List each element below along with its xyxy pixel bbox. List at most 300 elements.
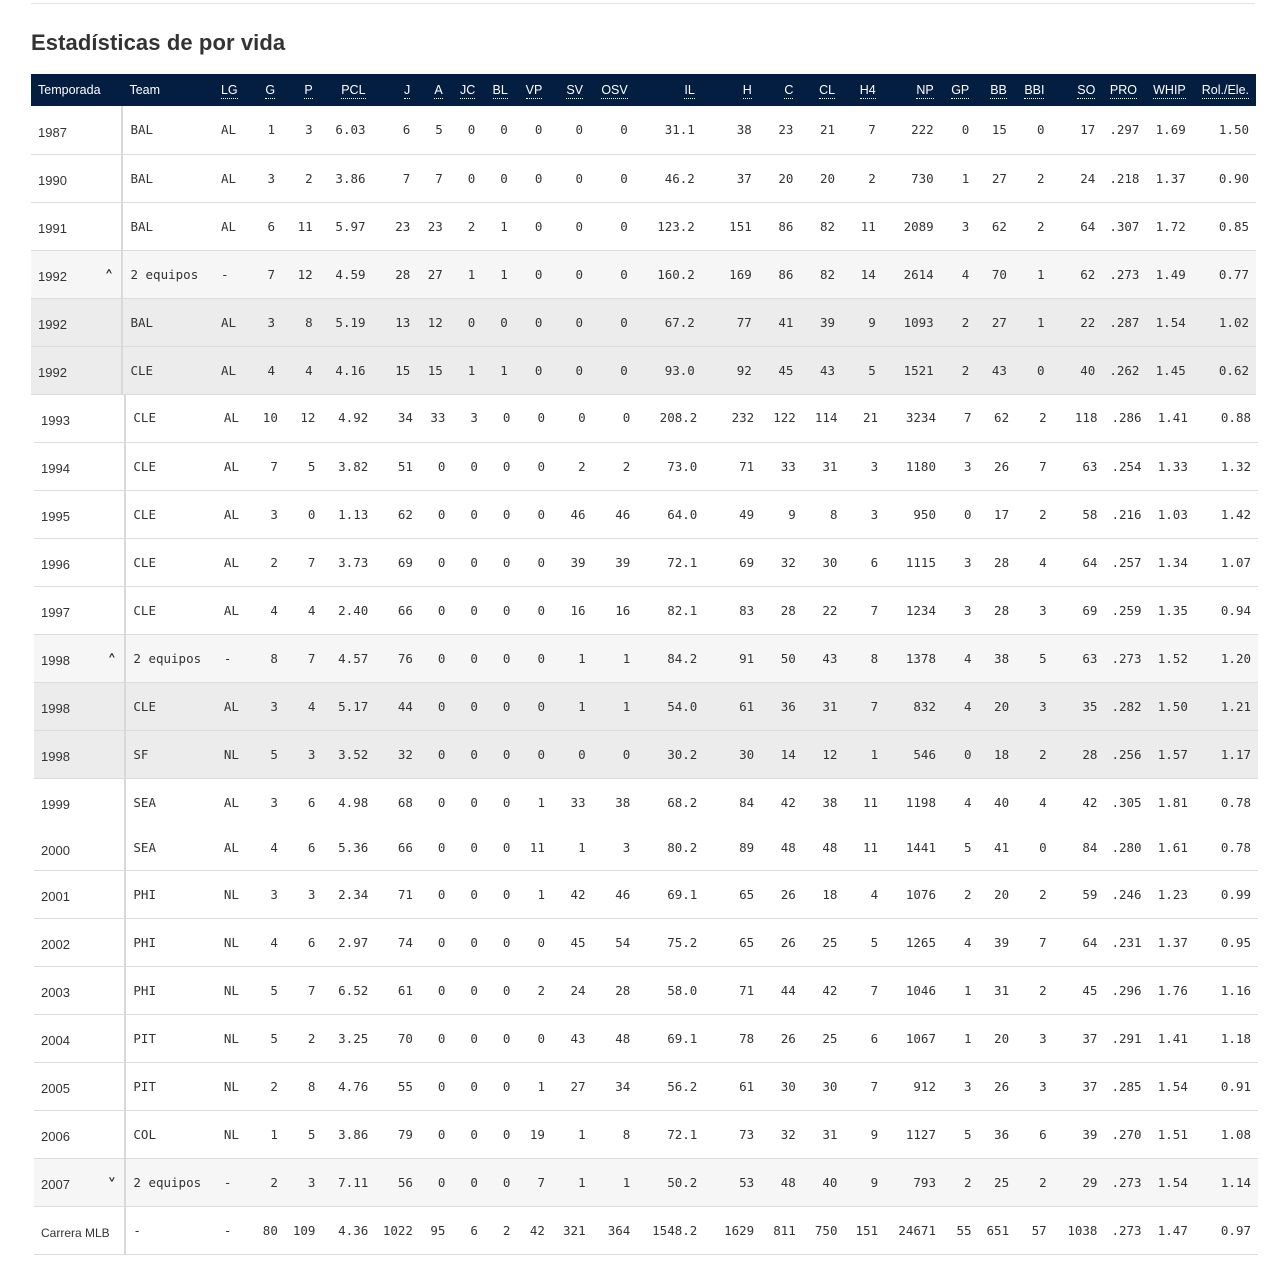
cell-value: 64 xyxy=(1080,218,1096,234)
column-header-a[interactable] xyxy=(417,74,450,106)
cell-vp xyxy=(515,346,550,394)
multi-team-summary-row xyxy=(34,1158,1258,1206)
cell-cl xyxy=(803,966,845,1014)
cell-whip xyxy=(1146,490,1195,538)
column-header-j[interactable] xyxy=(373,74,418,106)
cell-pro xyxy=(1104,870,1146,918)
cell-j xyxy=(375,1110,420,1158)
cell-il xyxy=(635,154,702,202)
cell-value: 7 xyxy=(1039,934,1047,950)
cell-gp xyxy=(941,298,977,346)
cell-c xyxy=(761,1014,803,1062)
cell-value: 44 xyxy=(780,982,796,998)
cell-value: 0 xyxy=(437,602,446,618)
cell-rol-ele xyxy=(1195,586,1258,634)
cell-pro xyxy=(1104,490,1146,538)
cell-value: 2 xyxy=(305,170,313,186)
cell-value: 48 xyxy=(780,840,796,856)
cell-pcl xyxy=(322,490,375,538)
cell-value: 7 xyxy=(964,410,972,426)
cell-team xyxy=(125,394,216,442)
cell-value: 63 xyxy=(1082,458,1098,474)
cell-value: 1441 xyxy=(905,840,936,856)
cell-c xyxy=(761,490,803,538)
cell-lg xyxy=(214,250,250,298)
cell-value: 80.2 xyxy=(667,840,698,856)
column-header-bbi[interactable] xyxy=(1014,74,1052,106)
cell-bbi xyxy=(1016,1158,1054,1206)
cell-value: 4 xyxy=(964,650,972,666)
cell-pro xyxy=(1102,154,1144,202)
cell-p xyxy=(282,346,320,394)
cell-pcl xyxy=(322,634,375,682)
cell-pcl xyxy=(322,538,375,586)
cell-value: PHI xyxy=(133,982,156,998)
cell-value: .218 xyxy=(1109,170,1140,186)
column-header-label: G xyxy=(265,83,276,97)
cell-h4 xyxy=(842,154,883,202)
cell-jc xyxy=(450,154,483,202)
cell-osv xyxy=(590,106,635,154)
cell-value: 76 xyxy=(397,650,413,666)
cell-value: 5 xyxy=(307,458,316,474)
cell-value: 5 xyxy=(868,362,876,378)
cell-bl xyxy=(482,154,515,202)
cell-value: 24 xyxy=(1080,170,1096,186)
cell-h xyxy=(702,346,759,394)
cell-value: 48 xyxy=(780,1174,796,1190)
cell-jc xyxy=(452,870,485,918)
cell-vp xyxy=(517,870,552,918)
cell-value: CLE xyxy=(133,410,156,426)
cell-value: 51 xyxy=(397,458,413,474)
cell-lg xyxy=(217,870,253,918)
cell-value: 0 xyxy=(537,410,545,426)
cell-h4 xyxy=(844,1014,885,1062)
cell-value: .254 xyxy=(1111,458,1142,474)
cell-value: 84.2 xyxy=(667,650,698,666)
cell-h xyxy=(702,250,759,298)
cell-value: 1.07 xyxy=(1220,554,1251,570)
cell-value: 2089 xyxy=(903,218,934,234)
cell-a xyxy=(417,298,450,346)
cell-value: 1.34 xyxy=(1157,554,1188,570)
cell-value: 1.50 xyxy=(1218,122,1249,138)
cell-value: 33 xyxy=(430,410,446,426)
cell-whip xyxy=(1146,1014,1195,1062)
cell-g xyxy=(252,634,285,682)
cell-value: 0 xyxy=(500,314,508,330)
cell-h4 xyxy=(844,682,885,730)
cell-pro xyxy=(1104,1110,1146,1158)
cell-value: 2 xyxy=(1036,170,1045,186)
multi-team-summary-row xyxy=(34,634,1258,682)
cell-pro xyxy=(1102,250,1144,298)
cell-pcl xyxy=(322,1110,375,1158)
column-header-label: JC xyxy=(460,83,476,97)
cell-value: 11 xyxy=(863,840,879,856)
cell-p xyxy=(285,634,323,682)
cell-value: 1.33 xyxy=(1157,458,1188,474)
column-header-whip[interactable] xyxy=(1144,74,1193,106)
cell-il xyxy=(637,778,704,826)
cell-value: 0.77 xyxy=(1218,266,1249,282)
chevron-up-icon[interactable]: ˄ xyxy=(107,651,117,673)
cell-cl xyxy=(803,442,845,490)
cell-bbi xyxy=(1014,106,1052,154)
cell-value: 0 xyxy=(437,886,446,902)
cell-bl xyxy=(485,682,518,730)
cell-value: 160.2 xyxy=(657,266,695,282)
column-header-il[interactable] xyxy=(635,74,702,106)
cell-osv xyxy=(590,154,635,202)
cell-p xyxy=(282,154,320,202)
cell-so xyxy=(1054,966,1105,1014)
cell-value: 4.16 xyxy=(335,362,366,378)
cell-value: 0 xyxy=(470,1174,478,1190)
cell-bbi xyxy=(1016,634,1054,682)
column-header-gp[interactable] xyxy=(941,74,977,106)
cell-a xyxy=(420,1206,453,1254)
cell-value: 2 xyxy=(307,1030,316,1046)
cell-cl xyxy=(803,778,845,826)
cell-np xyxy=(885,586,943,634)
cell-h xyxy=(702,202,759,250)
cell-bbi xyxy=(1016,1206,1054,1254)
table-row xyxy=(34,442,1258,490)
cell-j xyxy=(373,298,418,346)
cell-value: 36 xyxy=(780,698,796,714)
cell-value: 43 xyxy=(991,362,1007,378)
cell-value: 65 xyxy=(739,886,755,902)
cell-g xyxy=(252,1014,285,1062)
cell-vp xyxy=(517,634,552,682)
cell-value: 54.0 xyxy=(667,698,698,714)
cell-value: 0 xyxy=(537,934,545,950)
cell-so xyxy=(1051,202,1102,250)
cell-lg xyxy=(214,154,250,202)
cell-value: AL xyxy=(223,602,239,618)
cell-temporada xyxy=(31,346,122,394)
cell-bl xyxy=(485,778,518,826)
cell-value: 2.97 xyxy=(338,934,369,950)
cell-h xyxy=(704,1062,761,1110)
cell-value: 1022 xyxy=(382,1222,413,1238)
cell-g xyxy=(250,250,283,298)
cell-value: 69.1 xyxy=(667,886,698,902)
cell-value: 1093 xyxy=(903,314,934,330)
cell-value: 1998 xyxy=(41,653,70,668)
cell-team xyxy=(122,202,213,250)
cell-value: 1991 xyxy=(38,221,67,236)
column-header-pcl[interactable] xyxy=(320,74,373,106)
cell-lg xyxy=(217,586,253,634)
cell-value: 1 xyxy=(500,266,508,282)
cell-temporada xyxy=(34,586,125,634)
cell-gp xyxy=(941,250,977,298)
cell-gp xyxy=(943,394,979,442)
cell-value: 0 xyxy=(470,840,478,856)
cell-value: 1.14 xyxy=(1220,1174,1251,1190)
cell-rol-ele xyxy=(1193,250,1256,298)
column-header-bl[interactable] xyxy=(482,74,515,106)
cell-np xyxy=(883,298,941,346)
cell-value: 0 xyxy=(470,698,478,714)
cell-g xyxy=(252,586,285,634)
cell-value: 0.90 xyxy=(1218,170,1249,186)
column-header-label: BBI xyxy=(1024,83,1045,97)
cell-temporada xyxy=(31,154,122,202)
column-header-jc[interactable] xyxy=(450,74,483,106)
cell-value: CLE xyxy=(133,554,156,570)
cell-h xyxy=(704,634,761,682)
cell-temporada xyxy=(34,1206,125,1254)
cell-value: 4 xyxy=(964,794,972,810)
cell-bl xyxy=(485,1158,518,1206)
cell-value: 0.78 xyxy=(1220,840,1251,856)
cell-il xyxy=(637,966,704,1014)
column-header-p[interactable] xyxy=(282,74,320,106)
column-header-bb[interactable] xyxy=(976,74,1014,106)
column-header-rol-ele[interactable] xyxy=(1193,74,1256,106)
cell-value: 0 xyxy=(470,886,478,902)
cell-value: 4.57 xyxy=(338,650,369,666)
cell-bl xyxy=(482,298,515,346)
cell-gp xyxy=(943,826,979,870)
cell-value: 3 xyxy=(870,506,879,522)
cell-value: 8 xyxy=(829,506,838,522)
cell-bb xyxy=(976,154,1014,202)
cell-value: 36 xyxy=(994,1126,1010,1142)
cell-il xyxy=(637,730,704,778)
cell-h xyxy=(704,538,761,586)
cell-team xyxy=(122,106,213,154)
cell-value: 1999 xyxy=(41,797,70,813)
cell-value: 6 xyxy=(307,794,316,810)
cell-h4 xyxy=(844,1158,885,1206)
cell-bl xyxy=(485,634,518,682)
cell-value: 6 xyxy=(870,554,879,570)
cell-osv xyxy=(593,1062,638,1110)
cell-value: 17 xyxy=(994,506,1010,522)
column-header-team[interactable] xyxy=(122,74,213,106)
table-row xyxy=(34,826,1258,870)
cell-g xyxy=(250,106,283,154)
cell-jc xyxy=(452,634,485,682)
cell-p xyxy=(285,1014,323,1062)
cell-value: 0 xyxy=(534,362,543,378)
cell-np xyxy=(885,730,943,778)
cell-value: 0 xyxy=(467,122,476,138)
cell-value: 0 xyxy=(437,746,446,762)
cell-c xyxy=(759,346,801,394)
cell-sv xyxy=(549,250,590,298)
cell-value: 6 xyxy=(307,840,316,856)
cell-value: 2 xyxy=(1039,886,1047,902)
cell-pcl xyxy=(320,346,373,394)
cell-gp xyxy=(943,1110,979,1158)
cell-so xyxy=(1054,1014,1105,1062)
cell-pro xyxy=(1102,346,1144,394)
cell-p xyxy=(285,586,323,634)
cell-c xyxy=(761,966,803,1014)
column-header-g[interactable] xyxy=(250,74,283,106)
cell-h4 xyxy=(844,1206,885,1254)
column-header-label: SO xyxy=(1077,83,1096,97)
cell-value: 2 xyxy=(270,1078,278,1094)
column-header-vp[interactable] xyxy=(515,74,550,106)
cell-value: 5 xyxy=(270,746,278,762)
cell-osv xyxy=(593,394,638,442)
cell-value: 0.94 xyxy=(1220,602,1251,618)
cell-h4 xyxy=(844,634,885,682)
cell-g xyxy=(250,346,283,394)
cell-value: 2 xyxy=(622,458,631,474)
cell-value: 0 xyxy=(537,506,545,522)
cell-whip xyxy=(1146,1110,1195,1158)
cell-team xyxy=(122,298,213,346)
cell-g xyxy=(250,202,283,250)
cell-value: 42 xyxy=(570,886,586,902)
cell-g xyxy=(252,918,285,966)
cell-value: Carrera MLB xyxy=(41,1225,110,1240)
cell-value: 232 xyxy=(731,410,755,426)
cell-value: 222 xyxy=(911,122,934,138)
cell-value: 2 xyxy=(964,886,972,902)
cell-pro xyxy=(1104,394,1146,442)
cell-lg xyxy=(217,730,253,778)
cell-value: 66 xyxy=(397,602,413,618)
cell-value: NL xyxy=(223,746,239,762)
column-header-h4[interactable] xyxy=(842,74,883,106)
chevron-down-icon[interactable]: ˅ xyxy=(107,1175,117,1197)
cell-value: 82 xyxy=(820,218,836,234)
cell-vp xyxy=(517,1110,552,1158)
column-header-sv[interactable] xyxy=(549,74,590,106)
column-header-pro[interactable] xyxy=(1102,74,1144,106)
cell-whip xyxy=(1144,106,1193,154)
cell-value: 1 xyxy=(270,1126,278,1142)
cell-value: 83 xyxy=(739,602,755,618)
cell-p xyxy=(282,250,320,298)
cell-value: 1.02 xyxy=(1218,314,1249,330)
column-header-label: SV xyxy=(566,83,584,97)
column-header-np[interactable] xyxy=(883,74,941,106)
column-header-osv[interactable] xyxy=(590,74,635,106)
cell-sv xyxy=(552,1158,593,1206)
cell-vp xyxy=(515,298,550,346)
cell-team xyxy=(125,634,216,682)
column-header-h[interactable] xyxy=(702,74,759,106)
cell-a xyxy=(420,966,453,1014)
column-header-c[interactable] xyxy=(759,74,801,106)
cell-value: NL xyxy=(223,934,239,950)
cell-value: 208.2 xyxy=(659,410,698,426)
cell-value: - xyxy=(223,650,232,666)
cell-value: 0 xyxy=(437,794,446,810)
column-header-so[interactable] xyxy=(1051,74,1102,106)
cell-sv xyxy=(549,298,590,346)
cell-value: 4 xyxy=(270,840,278,856)
column-header-label: NP xyxy=(916,83,934,97)
cell-value: NL xyxy=(223,1078,239,1094)
column-header-cl[interactable] xyxy=(800,74,842,106)
cell-bbi xyxy=(1014,346,1052,394)
cell-value: .256 xyxy=(1111,746,1142,762)
cell-value: 5.97 xyxy=(335,218,366,234)
cell-p xyxy=(285,1206,323,1254)
cell-value: PHI xyxy=(133,934,156,950)
cell-value: 321 xyxy=(563,1222,586,1238)
cell-np xyxy=(885,778,943,826)
column-header-temporada[interactable] xyxy=(31,74,122,106)
cell-value: 1997 xyxy=(41,605,70,620)
cell-jc xyxy=(452,1206,485,1254)
cell-np xyxy=(883,346,941,394)
cell-c xyxy=(761,1110,803,1158)
multi-team-summary-row xyxy=(31,250,1256,298)
cell-h4 xyxy=(842,298,883,346)
cell-value: 55 xyxy=(397,1078,413,1094)
cell-vp xyxy=(517,1062,552,1110)
cell-value: 2 xyxy=(961,314,970,330)
cell-value: 74 xyxy=(397,934,413,950)
cell-value: 61 xyxy=(397,982,413,998)
cell-value: 0 xyxy=(437,554,446,570)
cell-value: 1 xyxy=(578,1126,586,1142)
cell-value: 23 xyxy=(395,218,411,234)
cell-vp xyxy=(517,586,552,634)
cell-osv xyxy=(593,490,638,538)
cell-whip xyxy=(1146,826,1195,870)
cell-c xyxy=(761,682,803,730)
column-header-lg[interactable] xyxy=(214,74,250,106)
cell-so xyxy=(1054,538,1105,586)
cell-value: 46 xyxy=(570,506,586,522)
cell-lg xyxy=(214,202,250,250)
cell-sv xyxy=(549,346,590,394)
cell-vp xyxy=(517,1158,552,1206)
cell-value: 2 xyxy=(578,458,586,474)
cell-pcl xyxy=(322,442,375,490)
cell-gp xyxy=(943,538,979,586)
cell-pro xyxy=(1102,106,1144,154)
cell-value: 4 xyxy=(964,698,972,714)
cell-bb xyxy=(979,442,1017,490)
cell-whip xyxy=(1144,298,1193,346)
cell-bb xyxy=(979,966,1017,1014)
cell-value: 1.23 xyxy=(1157,886,1188,902)
chevron-up-icon[interactable]: ˄ xyxy=(104,267,114,289)
cell-osv xyxy=(590,202,635,250)
cell-j xyxy=(375,778,420,826)
table-row xyxy=(34,1062,1258,1110)
cell-pro xyxy=(1104,918,1146,966)
cell-lg xyxy=(217,1062,253,1110)
cell-value: 6 xyxy=(1039,1126,1047,1142)
cell-value: 1.20 xyxy=(1220,650,1251,666)
cell-value: 1992 xyxy=(38,317,67,332)
cell-value: 0.85 xyxy=(1218,218,1249,234)
cell-value: AL xyxy=(223,698,239,714)
cell-value: PIT xyxy=(133,1030,156,1046)
cell-sv xyxy=(552,490,593,538)
cell-sv xyxy=(549,154,590,202)
cell-h4 xyxy=(842,250,883,298)
cell-jc xyxy=(450,346,483,394)
cell-value: 95 xyxy=(430,1222,446,1238)
column-header-label: GP xyxy=(951,83,970,97)
